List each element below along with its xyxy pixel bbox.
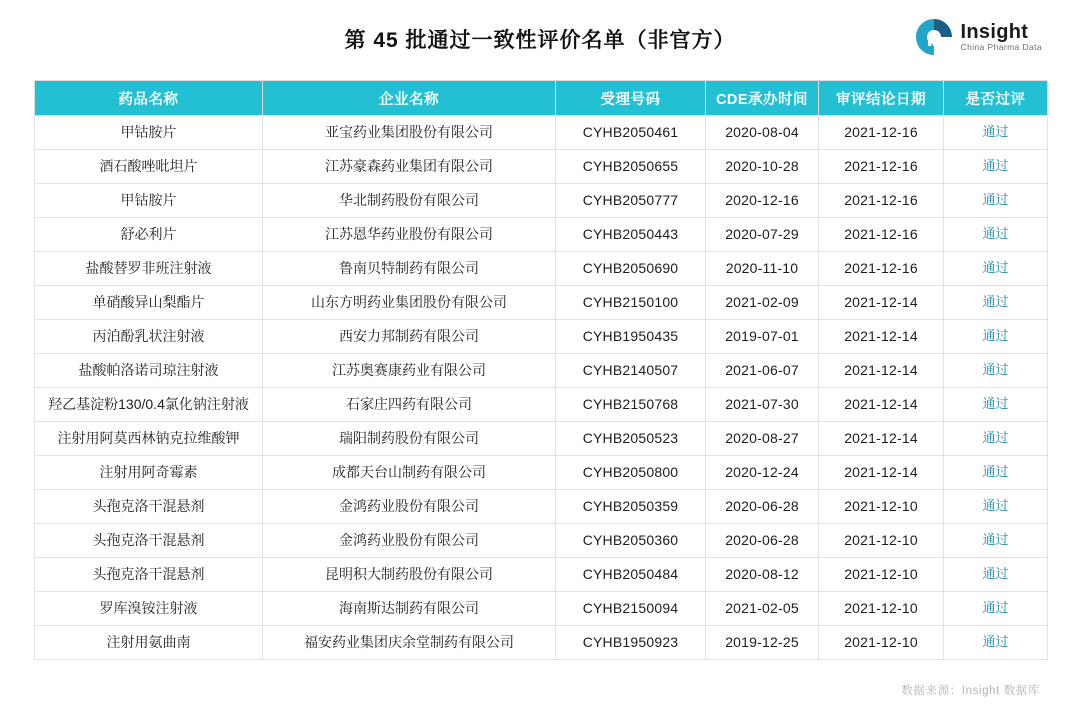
table-row [35,592,1048,626]
table-row [35,490,1048,524]
table-row [35,150,1048,184]
cell-drug-name: 酒石酸唑吡坦片 [35,150,263,184]
approval-list-table-container [34,80,1047,660]
cell-acceptance-number: CYHB2050655 [556,150,706,184]
logo-subtitle: China Pharma Data [960,42,1042,53]
cell-review-date: 2021-12-10 [819,626,944,660]
cell-passed: 通过 [944,490,1048,524]
cell-cde-date: 2020-12-24 [706,456,819,490]
cell-passed: 通过 [944,456,1048,490]
cell-cde-date: 2021-02-05 [706,592,819,626]
column-header-review-date: 审评结论日期 [819,81,944,116]
cell-review-date: 2021-12-14 [819,422,944,456]
cell-drug-name: 羟乙基淀粉130/0.4氯化钠注射液 [35,388,263,422]
column-header-passed: 是否过评 [944,81,1048,116]
cell-drug-name: 盐酸替罗非班注射液 [35,252,263,286]
cell-cde-date: 2020-08-27 [706,422,819,456]
cell-company-name: 江苏恩华药业股份有限公司 [263,218,556,252]
cell-acceptance-number: CYHB2150100 [556,286,706,320]
cell-cde-date: 2020-06-28 [706,524,819,558]
table-row [35,626,1048,660]
cell-review-date: 2021-12-16 [819,252,944,286]
cell-drug-name: 盐酸帕洛诺司琼注射液 [35,354,263,388]
cell-passed: 通过 [944,184,1048,218]
cell-acceptance-number: CYHB2140507 [556,354,706,388]
cell-passed: 通过 [944,558,1048,592]
data-source-note: 数据来源：Insight 数据库 [901,685,1040,697]
cell-acceptance-number: CYHB2150768 [556,388,706,422]
cell-drug-name: 注射用阿莫西林钠克拉维酸钾 [35,422,263,456]
column-header-company-name: 企业名称 [263,81,556,116]
cell-drug-name: 头孢克洛干混悬剂 [35,524,263,558]
cell-drug-name: 丙泊酚乳状注射液 [35,320,263,354]
cell-acceptance-number: CYHB2050484 [556,558,706,592]
cell-passed: 通过 [944,354,1048,388]
column-header-drug-name: 药品名称 [35,81,263,116]
cell-passed: 通过 [944,524,1048,558]
cell-acceptance-number: CYHB2050523 [556,422,706,456]
table-header-row [35,81,1048,116]
column-header-acceptance-number: 受理号码 [556,81,706,116]
cell-review-date: 2021-12-10 [819,592,944,626]
cell-acceptance-number: CYHB2050690 [556,252,706,286]
cell-cde-date: 2019-07-01 [706,320,819,354]
table-header [35,81,1048,116]
cell-drug-name: 甲钴胺片 [35,116,263,150]
cell-cde-date: 2020-11-10 [706,252,819,286]
cell-acceptance-number: CYHB2050800 [556,456,706,490]
cell-cde-date: 2020-10-28 [706,150,819,184]
cell-company-name: 江苏奥赛康药业有限公司 [263,354,556,388]
cell-company-name: 华北制药股份有限公司 [263,184,556,218]
cell-drug-name: 单硝酸异山梨酯片 [35,286,263,320]
cell-acceptance-number: CYHB2050360 [556,524,706,558]
cell-acceptance-number: CYHB1950435 [556,320,706,354]
cell-passed: 通过 [944,388,1048,422]
cell-passed: 通过 [944,320,1048,354]
cell-company-name: 瑞阳制药股份有限公司 [263,422,556,456]
cell-passed: 通过 [944,116,1048,150]
page-title: 第 45 批通过一致性评价名单（非官方） [344,29,736,52]
insight-logo-icon [915,18,953,56]
table-row [35,524,1048,558]
table-row [35,422,1048,456]
cell-drug-name: 舒必利片 [35,218,263,252]
cell-acceptance-number: CYHB1950923 [556,626,706,660]
cell-company-name: 鲁南贝特制药有限公司 [263,252,556,286]
cell-cde-date: 2020-07-29 [706,218,819,252]
table-row [35,184,1048,218]
cell-company-name: 金鸿药业股份有限公司 [263,490,556,524]
cell-cde-date: 2020-06-28 [706,490,819,524]
cell-company-name: 福安药业集团庆余堂制药有限公司 [263,626,556,660]
table-row [35,456,1048,490]
logo-name: Insight [960,21,1029,44]
cell-company-name: 西安力邦制药有限公司 [263,320,556,354]
cell-company-name: 石家庄四药有限公司 [263,388,556,422]
approval-list-table [34,80,1048,660]
cell-acceptance-number: CYHB2050443 [556,218,706,252]
table-row [35,320,1048,354]
cell-drug-name: 注射用阿奇霉素 [35,456,263,490]
cell-drug-name: 注射用氨曲南 [35,626,263,660]
table-row [35,558,1048,592]
cell-review-date: 2021-12-14 [819,286,944,320]
cell-company-name: 成都天台山制药有限公司 [263,456,556,490]
cell-cde-date: 2020-12-16 [706,184,819,218]
brand-logo [915,18,1042,56]
table-row [35,354,1048,388]
cell-review-date: 2021-12-16 [819,218,944,252]
cell-acceptance-number: CYHB2150094 [556,592,706,626]
cell-passed: 通过 [944,218,1048,252]
cell-passed: 通过 [944,626,1048,660]
table-row [35,286,1048,320]
cell-drug-name: 罗库溴铵注射液 [35,592,263,626]
cell-cde-date: 2021-07-30 [706,388,819,422]
cell-cde-date: 2021-02-09 [706,286,819,320]
cell-drug-name: 头孢克洛干混悬剂 [35,558,263,592]
cell-passed: 通过 [944,252,1048,286]
cell-cde-date: 2020-08-12 [706,558,819,592]
cell-company-name: 昆明积大制药股份有限公司 [263,558,556,592]
table-row [35,388,1048,422]
table-body [35,116,1048,660]
logo-text [961,22,1042,52]
table-row [35,252,1048,286]
cell-passed: 通过 [944,150,1048,184]
cell-company-name: 江苏豪森药业集团有限公司 [263,150,556,184]
cell-cde-date: 2019-12-25 [706,626,819,660]
cell-review-date: 2021-12-16 [819,116,944,150]
cell-acceptance-number: CYHB2050359 [556,490,706,524]
cell-acceptance-number: CYHB2050461 [556,116,706,150]
cell-cde-date: 2020-08-04 [706,116,819,150]
cell-review-date: 2021-12-16 [819,184,944,218]
cell-review-date: 2021-12-14 [819,354,944,388]
cell-drug-name: 甲钴胺片 [35,184,263,218]
table-row [35,116,1048,150]
cell-review-date: 2021-12-10 [819,524,944,558]
cell-passed: 通过 [944,592,1048,626]
cell-company-name: 金鸿药业股份有限公司 [263,524,556,558]
column-header-cde-date: CDE承办时间 [706,81,819,116]
cell-review-date: 2021-12-10 [819,558,944,592]
cell-passed: 通过 [944,286,1048,320]
cell-acceptance-number: CYHB2050777 [556,184,706,218]
cell-passed: 通过 [944,422,1048,456]
cell-review-date: 2021-12-16 [819,150,944,184]
cell-cde-date: 2021-06-07 [706,354,819,388]
cell-review-date: 2021-12-14 [819,388,944,422]
cell-drug-name: 头孢克洛干混悬剂 [35,490,263,524]
cell-company-name: 海南斯达制药有限公司 [263,592,556,626]
cell-company-name: 山东方明药业集团股份有限公司 [263,286,556,320]
cell-review-date: 2021-12-14 [819,320,944,354]
cell-company-name: 亚宝药业集团股份有限公司 [263,116,556,150]
cell-review-date: 2021-12-10 [819,490,944,524]
cell-review-date: 2021-12-14 [819,456,944,490]
table-row [35,218,1048,252]
